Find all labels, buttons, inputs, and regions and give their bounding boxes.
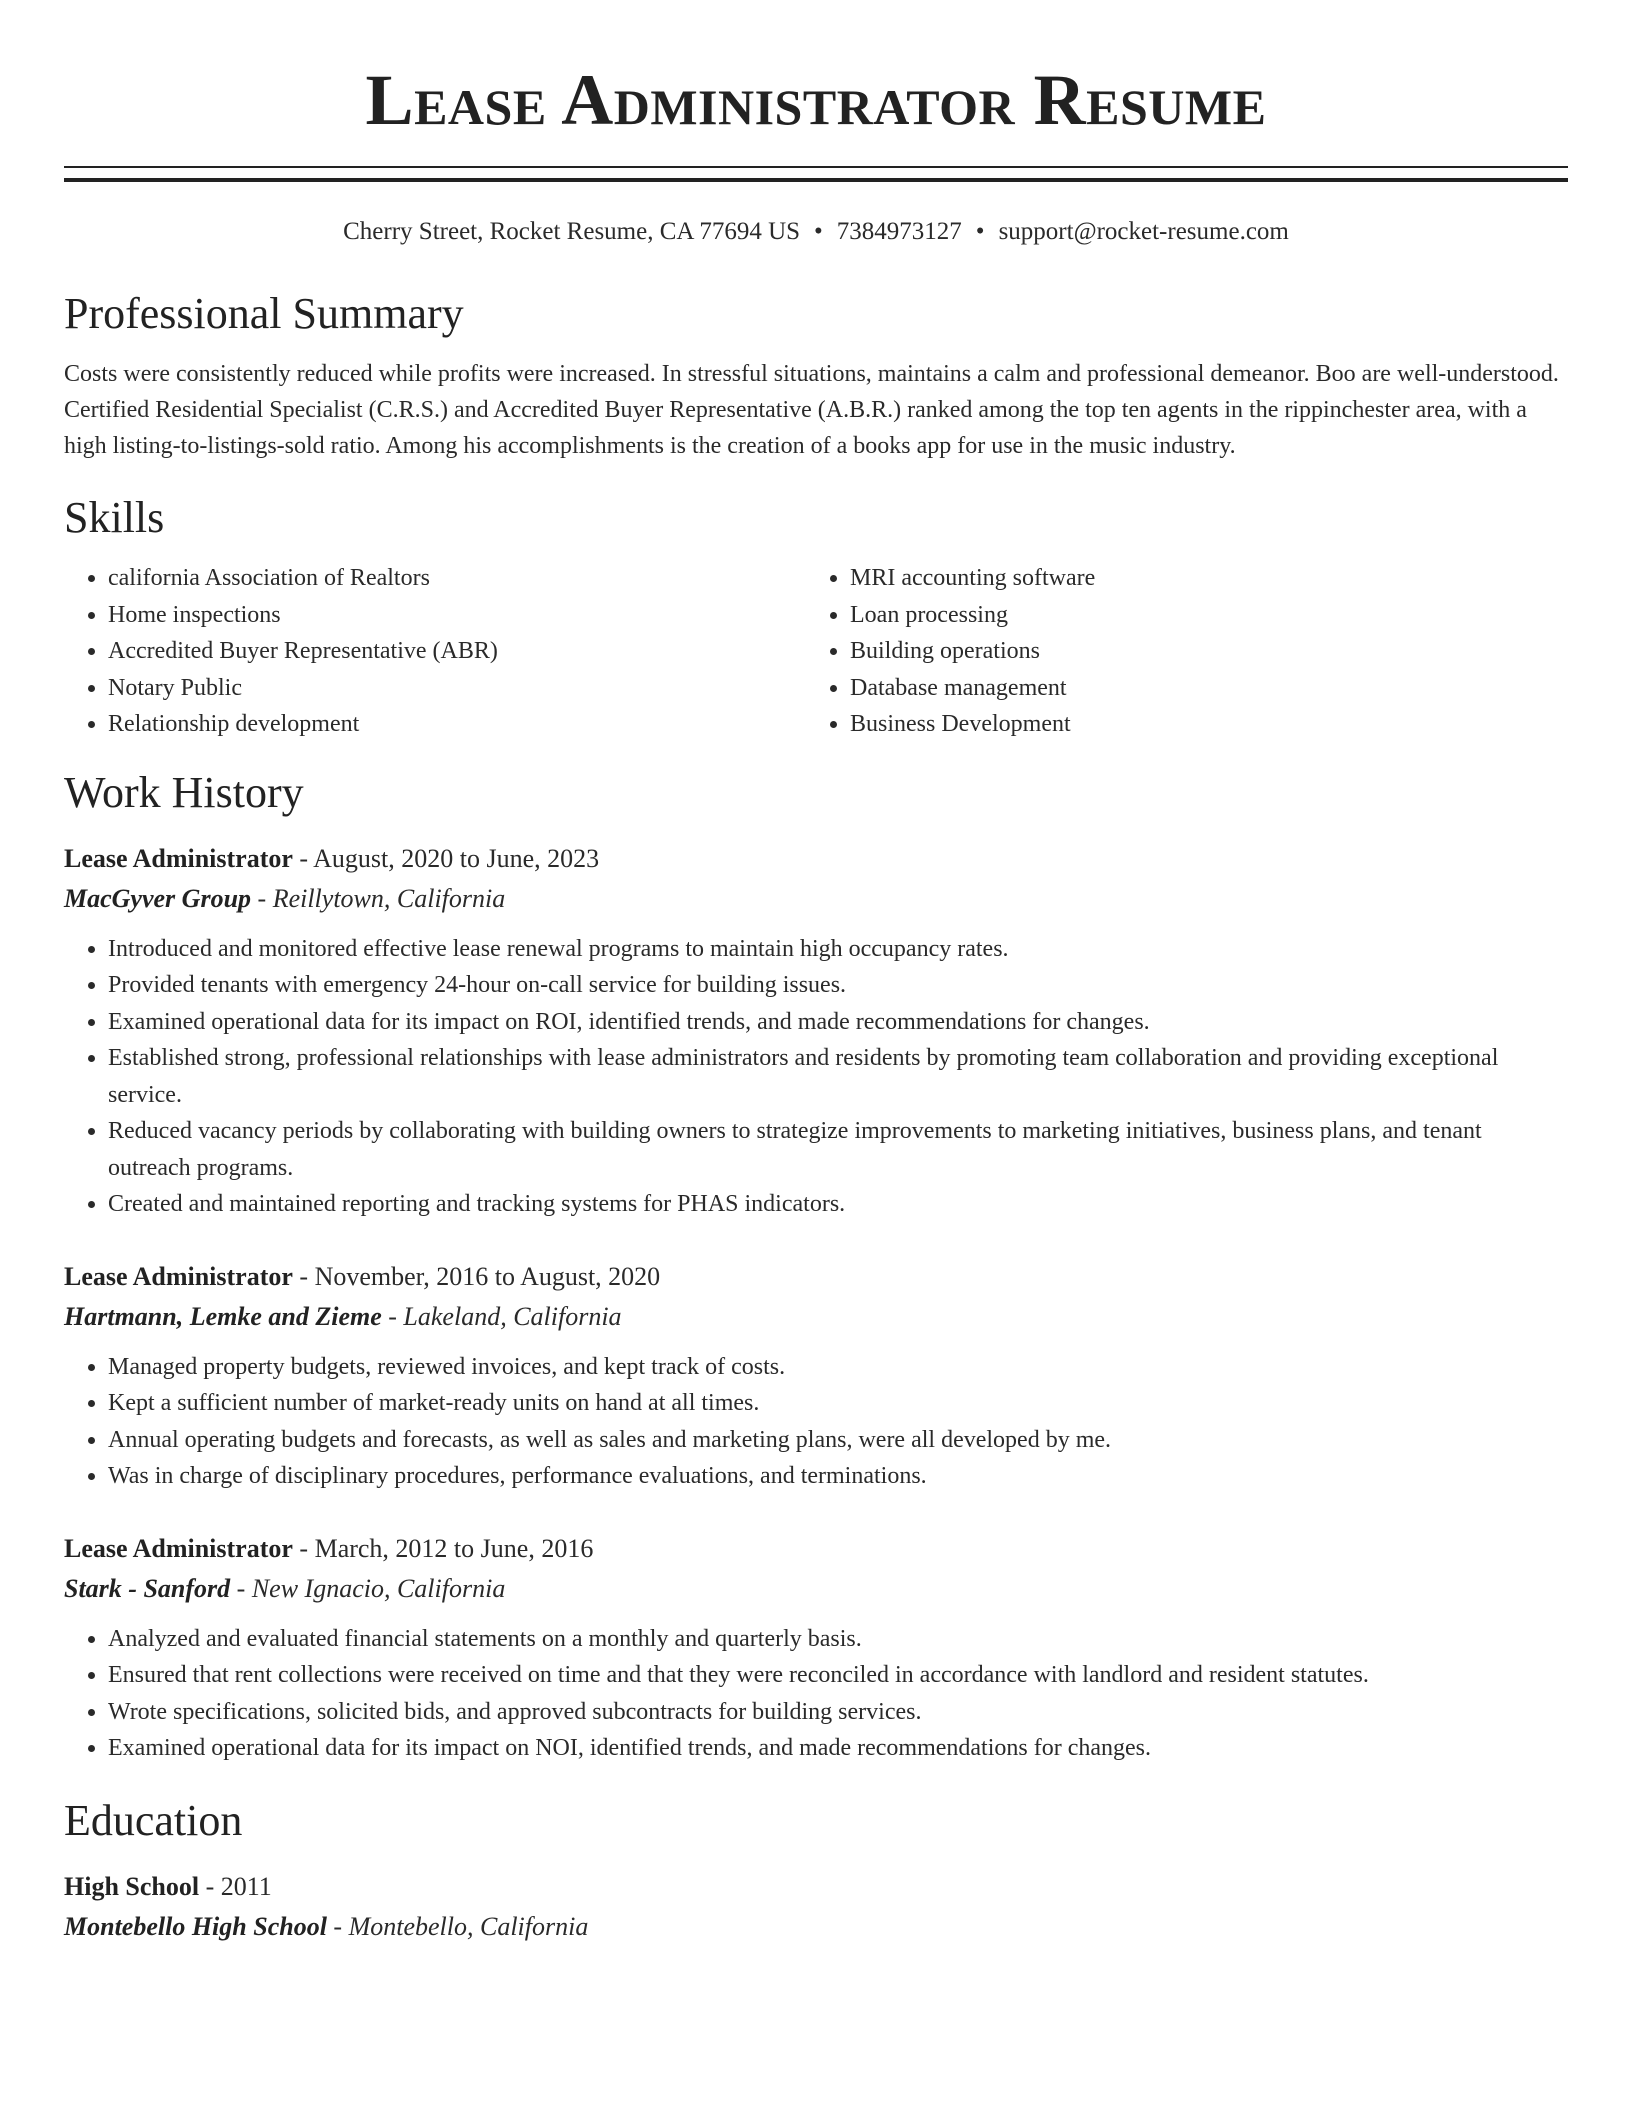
job-bullet: • Reduced vacancy periods by collaborating with building owners to strategize improvements to marketing initiatives, business plans, and tenant outreach programs. (108, 1113, 1568, 1186)
school-line (64, 1907, 1568, 1947)
work-history-heading: Work History (64, 767, 304, 817)
contact-line (64, 216, 1568, 248)
graduation-year: - 2011 (199, 1871, 272, 1901)
company-location: - New Ignacio, California (230, 1573, 506, 1603)
job-dates: - March, 2012 to June, 2016 (292, 1533, 594, 1563)
company-line (64, 1297, 1568, 1337)
skills-list-right (806, 560, 1548, 743)
skills-columns (64, 560, 1568, 743)
skills-heading: Skills (64, 493, 165, 542)
job-title-line (64, 1257, 1568, 1297)
skill-item: • Database management (850, 670, 1548, 707)
job-title-line (64, 1529, 1568, 1569)
job-bullets (64, 931, 1568, 1223)
company-name: MacGyver Group (64, 883, 252, 913)
job-bullets (64, 1349, 1568, 1495)
skill-item: • Notary Public (108, 670, 806, 707)
contact-separator: • (814, 218, 823, 245)
education-heading: Education (64, 1795, 243, 1845)
job-bullet: • Managed property budgets, reviewed invoices, and kept track of costs. (108, 1349, 1568, 1386)
job-bullet: • Examined operational data for its impact on ROI, identified trends, and made recommendations for changes. (108, 1004, 1568, 1041)
skill-item: • Loan processing (850, 597, 1548, 634)
job-bullet: • Ensured that rent collections were received on time and that they were reconciled in accordance with landlord and resident statutes. (108, 1657, 1568, 1694)
company-line (64, 1569, 1568, 1609)
summary-text: Costs were consistently reduced while profits were increased. In stressful situations, maintains a calm and professional demeanor. Boo are well-understood. Certified Residential Specialist (C.R.S.) and Accredited Buyer Representative (A.B.R.) ranked among the top ten agents in the rippinchester area, with a high listing-to-listings-sold ratio. Among his accomplishments is the creation of a books app for use in the music industry. (64, 361, 1559, 459)
contact-address: Cherry Street, Rocket Resume, CA 77694 US (343, 218, 801, 245)
skill-item: • Accredited Buyer Representative (ABR) (108, 633, 806, 670)
company-location: - Lakeland, California (381, 1301, 622, 1331)
job-entry (64, 1529, 1568, 1767)
job-bullet: • Introduced and monitored effective lease renewal programs to maintain high occupancy rates. (108, 931, 1568, 968)
job-title: Lease Administrator (64, 1533, 293, 1563)
skill-item: • Home inspections (108, 597, 806, 634)
skill-item: • MRI accounting software (850, 560, 1548, 597)
job-title: Lease Administrator (64, 1261, 293, 1291)
job-dates: - November, 2016 to August, 2020 (292, 1261, 661, 1291)
job-bullet: • Examined operational data for its impact on NOI, identified trends, and made recommendations for changes. (108, 1730, 1568, 1767)
job-title: Lease Administrator (64, 843, 293, 873)
company-line (64, 879, 1568, 919)
job-title-line (64, 839, 1568, 879)
company-name: Stark - Sanford (64, 1573, 231, 1603)
degree-name: High School (64, 1871, 200, 1901)
contact-separator: • (975, 218, 985, 245)
skill-item: • Business Development (850, 706, 1548, 743)
job-bullet: • Established strong, professional relationships with lease administrators and residents by promoting team collaboration and providing exceptional service. (108, 1040, 1568, 1113)
job-bullets (64, 1621, 1568, 1767)
degree-line (64, 1867, 1568, 1907)
company-name: Hartmann, Lemke and Zieme (64, 1301, 382, 1331)
job-bullet: • Kept a sufficient number of market-ready units on hand at all times. (108, 1385, 1568, 1422)
summary-heading: Professional Summary (64, 289, 464, 338)
contact-phone[interactable]: 7384973127 (836, 218, 962, 245)
job-entry (64, 1257, 1568, 1495)
school-location: - Montebello, California (326, 1911, 589, 1941)
job-bullet: • Wrote specifications, solicited bids, and approved subcontracts for building services. (108, 1694, 1568, 1731)
job-entry (64, 839, 1568, 1223)
job-bullet: • Analyzed and evaluated financial statements on a monthly and quarterly basis. (108, 1621, 1568, 1658)
skill-item: • california Association of Realtors (108, 560, 806, 597)
skill-item: • Building operations (850, 633, 1548, 670)
company-location: - Reillytown, California (251, 883, 506, 913)
title-divider (64, 166, 1568, 182)
job-dates: - August, 2020 to June, 2023 (292, 843, 600, 873)
job-bullet: • Annual operating budgets and forecasts, as well as sales and marketing plans, were all developed by me. (108, 1422, 1568, 1459)
job-bullet: • Provided tenants with emergency 24-hour on-call service for building issues. (108, 967, 1568, 1004)
education-entry (64, 1867, 1568, 1947)
contact-email[interactable]: support@rocket-resume.com (998, 218, 1289, 245)
school-name: Montebello High School (64, 1911, 327, 1941)
job-bullet: • Was in charge of disciplinary procedures, performance evaluations, and terminations. (108, 1458, 1568, 1495)
skills-list-left (64, 560, 806, 743)
skill-item: • Relationship development (108, 706, 806, 743)
job-bullet: • Created and maintained reporting and tracking systems for PHAS indicators. (108, 1186, 1568, 1223)
resume-title: Lease Administrator Resume (365, 60, 1267, 140)
